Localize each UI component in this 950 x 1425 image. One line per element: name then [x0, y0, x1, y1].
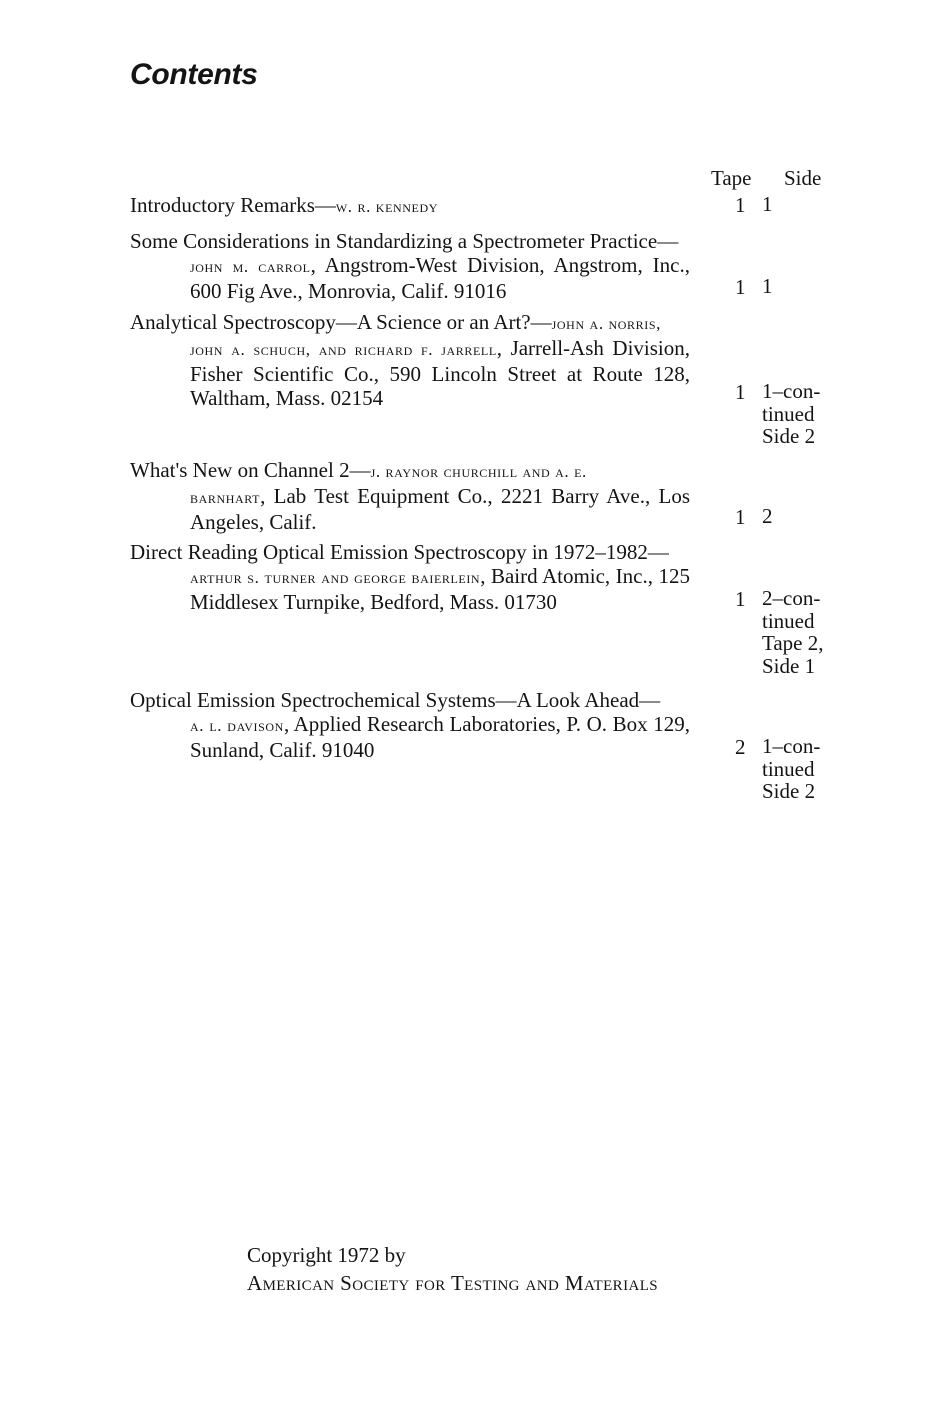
- entry-authors: john m. carrol: [190, 257, 311, 276]
- entry-authors: a. l. davison: [190, 716, 284, 735]
- entry-title: Introductory Remarks—: [130, 193, 336, 217]
- entry-authors-part: john a. norris,: [551, 314, 661, 333]
- entry-side: 1: [762, 192, 773, 216]
- entry-text: [130, 688, 690, 762]
- entry-text: [130, 540, 690, 614]
- entry-affiliation: , Angstrom-West Division, Angstrom, Inc., 600 Fig Ave., Monrovia, Calif. 91016: [190, 253, 690, 303]
- entry-title: Direct Reading Optical Emission Spectroscopy in 1972–1982—: [130, 540, 669, 564]
- entry-affiliation: , Lab Test Equipment Co., 2221 Barry Ave., Los Angeles, Calif.: [190, 484, 690, 534]
- entry-authors: arthur s. turner and george baierlein: [190, 568, 481, 587]
- entry-affiliation: , Jarrell-Ash Division, Fisher Scientific Co., 590 Lincoln Street at Route 128, Waltham, Mass. 02154: [190, 336, 690, 410]
- entry-text: [130, 229, 690, 303]
- entry-text: [130, 193, 690, 219]
- page-title: Contents: [130, 58, 258, 91]
- copyright-line: Copyright 1972 by: [247, 1243, 406, 1267]
- entry-tape: 1: [735, 275, 746, 299]
- entry-tape: 2: [735, 735, 746, 759]
- entry-title: Optical Emission Spectrochemical Systems—A Look Ahead—: [130, 688, 661, 712]
- entry-title: Analytical Spectroscopy—A Science or an Art?—: [130, 310, 552, 334]
- entry-side: 1–con- tinued Side 2: [762, 734, 821, 803]
- copyright-owner: American Society for Testing and Materials: [247, 1271, 659, 1295]
- copyright-notice: [247, 1241, 658, 1297]
- entry-side: 1: [762, 274, 773, 298]
- entry-tape: 1: [735, 193, 746, 217]
- entry-title: Some Considerations in Standardizing a Spectrometer Practice—: [130, 229, 679, 253]
- entry-text: Analytical Spectroscopy—A Science or an Art?—john a. norris, john a. schuch, and richard f. jarrell, Jarrell-Ash Division, Fisher Scientific Co., 590 Lincoln Street at Route 128, Waltham, Mass. 02154: [130, 310, 690, 410]
- entry-side: 1–con- tinued Side 2: [762, 379, 821, 448]
- entry-tape: 1: [735, 505, 746, 529]
- entry-side: 2: [762, 504, 773, 528]
- entry-tape: 1: [735, 587, 746, 611]
- entry-authors: w. r. kennedy: [335, 197, 438, 216]
- side-column-header: Side: [784, 166, 822, 190]
- tape-column-header: Tape: [711, 166, 752, 190]
- entry-title: What's New on Channel 2—: [130, 458, 371, 482]
- entry-affiliation: , Applied Research Laboratories, P. O. Box 129, Sunland, Calif. 91040: [190, 712, 691, 762]
- entry-side: 2–con- tinued Tape 2, Side 1: [762, 586, 824, 678]
- entry-tape: 1: [735, 380, 746, 404]
- entry-text: What's New on Channel 2—j. raynor churchill and a. e. barnhart, Lab Test Equipment Co., 2221 Barry Ave., Los Angeles, Calif.: [130, 458, 690, 534]
- entry-affiliation: , Baird Atomic, Inc., 125 Middlesex Turnpike, Bedford, Mass. 01730: [190, 564, 690, 614]
